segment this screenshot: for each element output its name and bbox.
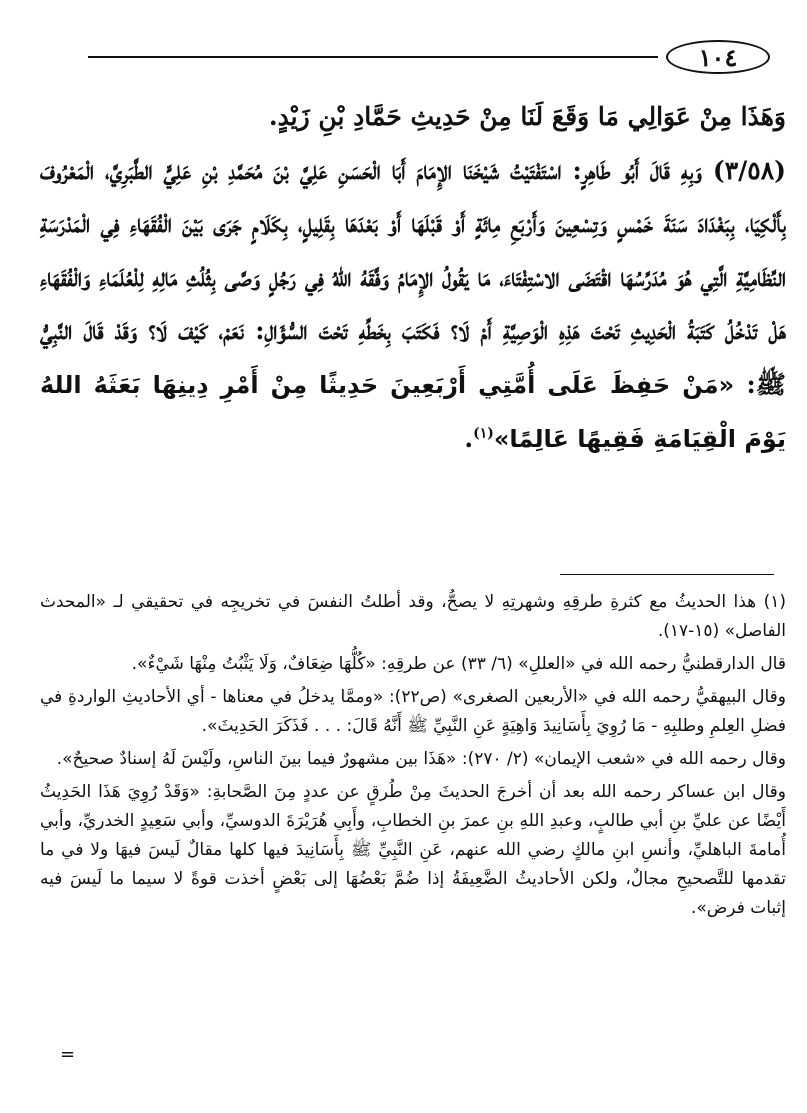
footnote-separator [560, 574, 774, 575]
footnote-ref[interactable]: (١) [473, 425, 494, 442]
end-dot: . [464, 424, 474, 453]
page-header [88, 40, 778, 84]
footnote-ibn-asakir: وقال ابن عساكر رحمه الله بعد أن أخرجَ الحديثَ مِنْ طُرقٍ عن عددٍ مِنَ الصَّحابةِ: «وَقَدْ رُوِيَ هَذَا الحَدِيثُ أَيْضًا عن عليِّ بنِ أبي طالبٍ، وعبدِ اللهِ بنِ عمرَ بنِ الخطابِ، وأَبِي هُرَيْرَةَ الدوسيِّ، وأبي سَعِيدٍ الخدريِّ، وأبي أُمامةَ الباهليِّ، وأنسِ ابنِ مالكٍ رضي الله عنهم، عَنِ النَّبِيِّ ﷺ بِأَسَانِيدَ فيها كلها مقالٌ لَيسَ فيهَا ولا في ما تقدمها للتَّصحيحِ مجالٌ، ولكن الأحاديثُ الضَّعِيفَةُ إذا ضُمَّ بَعْضُهَا إلى بَعْضٍ أخذت قوةً لا سيما ما لَيسَ فيه إثبات فرض». [40, 782, 786, 918]
footnotes [40, 588, 786, 927]
main-text [40, 90, 786, 467]
footnote-daraqutni: قال الدارقطنيُّ رحمه الله في «العللِ» (٦/ ٣٣) عن طرقِهِ: «كُلُّهَا ضِعَافٌ، وَلَا يَثْبُتُ مِنْهَا شَيْءٌ». [131, 654, 786, 674]
paragraph-58-text: (٣/٥٨) وَبِهِ قَالَ أَبُو طَاهِرٍ: اسْتَفْتَيْتُ شَيْخَنَا الإِمَامَ أَبَا الْحَسَنِ عَلِيَّ بْنَ مُحَمَّدِ بْنِ عَلِيٍّ الطَّبَرِيَّ، الْمَعْرُوفَ بِأَلْكِيَا، بِبَغْدَادَ سَنَةَ خَمْسٍ وَتِسْعِينَ وَأَرْبَعِ مِائَةٍ أَوْ قَبْلَهَا أَوْ بَعْدَهَا بِقَلِيلٍ، بِكَلَامٍ جَرَى بَيْنَ الْفُقَهَاءِ فِي الْمَدْرَسَةِ النِّظَامِيَّةِ الَّتِي هُوَ مُدَرِّسُهَا اقْتَضَى الاسْتِفْتَاءَ، مَا يَقُولُ الإِمَامُ وَفَّقَهُ اللهُ فِي رَجُلٍ وَصَّى بِثُلُثِ مَالِهِ لِلْعُلَمَاءِ وَالْفُقَهَاءِ هَلْ تَدْخُلُ كَتَبَةُ الْحَدِيثِ تَحْتَ هَذِهِ الْوَصِيَّةِ أَمْ لَا؟ فَكَتَبَ بِخَطِّهِ تَحْتَ السُّؤَالِ: نَعَمْ، كَيْفَ لَا؟ وَقَدْ قَالَ النَّبِيُّ ﷺ: [40, 155, 786, 399]
footnote-shuab: وقال رحمه الله في «شعب الإيمان» (٢/ ٢٧٠): «هَذَا بين مشهورٌ فيما بينَ الناسِ، ولَيْسَ لَهُ إسنادٌ صحيحٌ». [56, 749, 786, 769]
paragraph-58 [40, 144, 786, 467]
header-rule [88, 56, 658, 58]
footnote-1: (١) هذا الحديثُ مع كثرةِ طرقِهِ وشهرتِهِ لا يصحُّ، وقد أطلتُ النفسَ في تخريجِه في تحقيقي لـ «المحدث الفاصل» (١٥-١٧). [40, 592, 786, 641]
hadith-quote: «مَنْ حَفِظَ عَلَى أُمَّتِي أَرْبَعِينَ حَدِيثًا مِنْ أَمْرِ دِينِهَا بَعَثَهُ اللهُ يَوْمَ الْقِيَامَةِ فَقِيهًا عَالِمًا» [40, 370, 786, 453]
continuation-mark: = [60, 1044, 76, 1065]
page-number: ١٠٤ [666, 40, 770, 74]
footnote-bayhaqi: وقال البيهقيُّ رحمه الله في «الأربعين الصغرى» (ص٢٢): «وممَّا يدخلُ في معناها - أي الأحاديثِ الواردةِ في فضلِ العِلمِ وطلبِهِ - مَا رُوِيَ بِأَسَانِيدَ وَاهِيَةٍ عَنِ النَّبِيِّ ﷺ أَنَّهُ قَالَ: . . . فَذَكَرَ الحَدِيثَ». [40, 687, 786, 736]
intro-line: وَهَذَا مِنْ عَوَالِي مَا وَقَعَ لَنَا مِنْ حَدِيثِ حَمَّادِ بْنِ زَيْدٍ. [268, 102, 786, 131]
